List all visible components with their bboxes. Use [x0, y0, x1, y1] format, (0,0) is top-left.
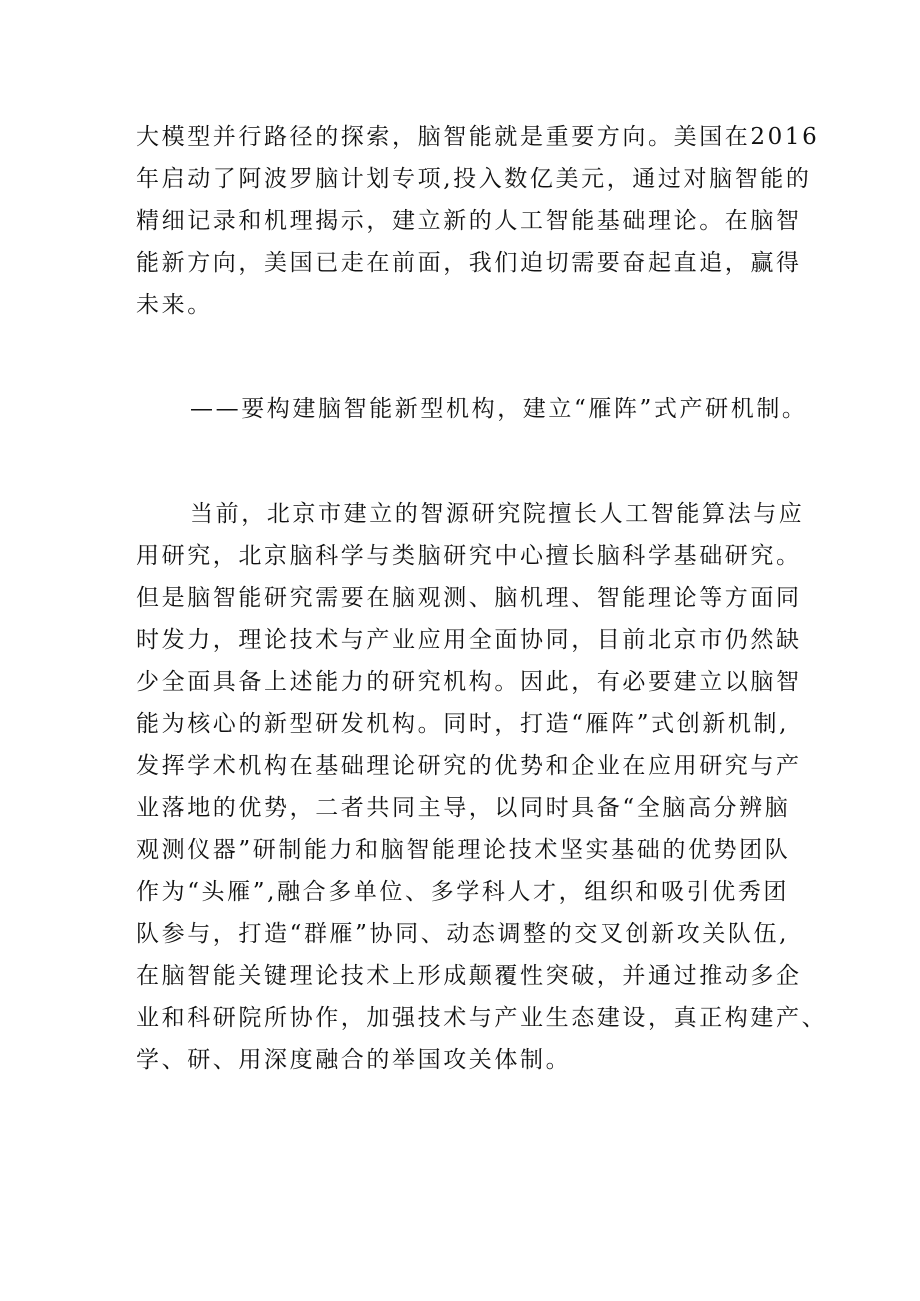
- paragraph-1-line-4: 能新方向，美国已走在前面，我们迫切需要奋起直追，赢得: [136, 250, 802, 276]
- paragraph-2-line-5: 少全面具备上述能力的研究机构。因此，有必要建立以脑智: [136, 669, 802, 695]
- paragraph-1-line-3: 精细记录和机理揭示，建立新的人工智能基础理论。在脑智: [136, 208, 802, 234]
- paragraph-2-line-3: 但是脑智能研究需要在脑观测、脑机理、智能理论等方面同: [136, 585, 802, 611]
- paragraph-2-line-14: 学、研、用深度融合的举国攻关体制。: [136, 1047, 572, 1073]
- paragraph-2-line-6: 能为核心的新型研发机构。同时，打造“雁阵”式创新机制,: [136, 711, 790, 737]
- paragraph-2-line-1: 当前，北京市建立的智源研究院擅长人工智能算法与应: [190, 501, 805, 527]
- paragraph-2-line-11: 队参与，打造“群雁”协同、动态调整的交叉创新攻关队伍,: [136, 921, 790, 947]
- paragraph-2-line-9: 观测仪器”研制能力和脑智能理论技术坚实基础的优势团队: [136, 837, 791, 863]
- paragraph-2-line-7: 发挥学术机构在基础理论研究的优势和企业在应用研究与产: [136, 753, 802, 779]
- paragraph-2-line-4: 时发力，理论技术与产业应用全面协同，目前北京市仍然缺: [136, 627, 802, 653]
- paragraph-1-line-5: 未来。: [136, 292, 213, 318]
- paragraph-2-line-8: 业落地的优势，二者共同主导，以同时具备“全脑高分辨脑: [136, 795, 791, 821]
- paragraph-2-line-10: 作为“头雁”,融合多单位、多学科人才，组织和吸引优秀团: [136, 879, 790, 905]
- section-heading: ——要构建脑智能新型机构，建立“雁阵”式产研机制。: [190, 396, 808, 422]
- paragraph-1-line-2: 年启动了阿波罗脑计划专项,投入数亿美元，通过对脑智能的: [136, 166, 812, 192]
- paragraph-2-line-12: 在脑智能关键理论技术上形成颠覆性突破，并通过推动多企: [136, 963, 802, 989]
- paragraph-1-line-1: 大模型并行路径的探索，脑智能就是重要方向。美国在2016: [136, 124, 820, 150]
- paragraph-2-line-2: 用研究，北京脑科学与类脑研究中心擅长脑科学基础研究。: [136, 543, 802, 569]
- paragraph-2-line-13: 业和科研院所协作，加强技术与产业生态建设，真正构建产、: [136, 1005, 828, 1031]
